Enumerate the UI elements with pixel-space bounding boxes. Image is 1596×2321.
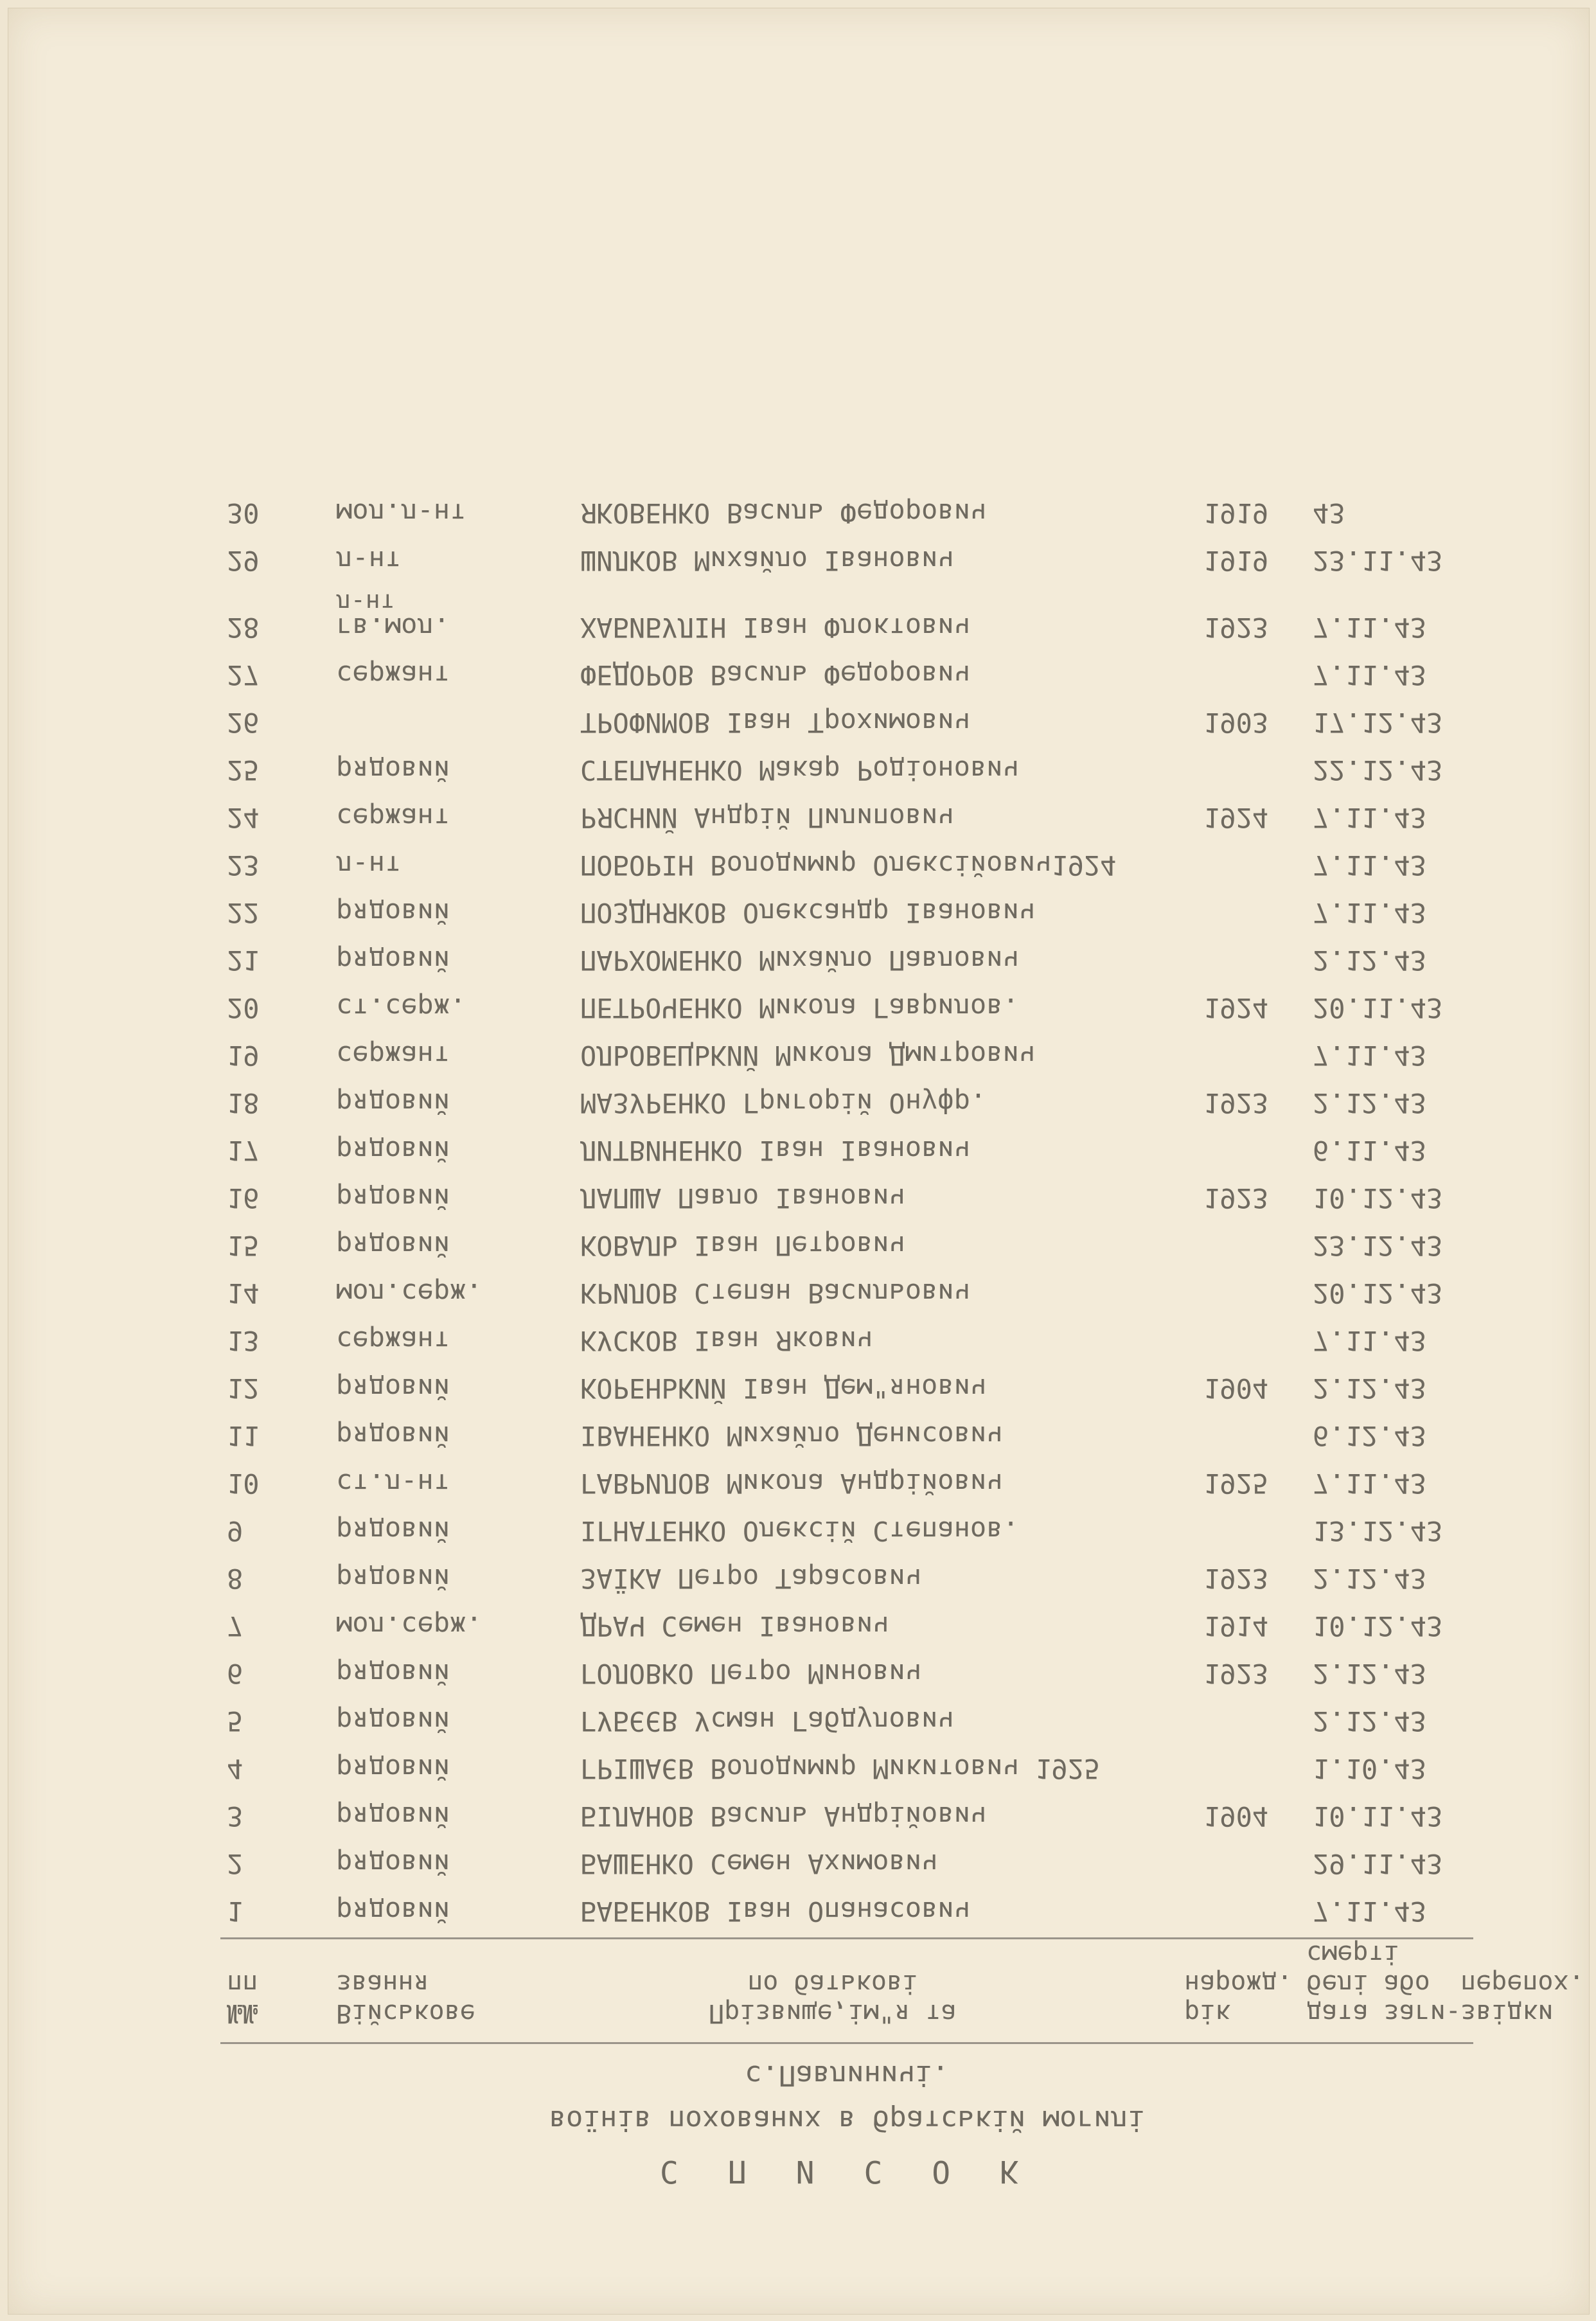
row-name: БАШЕНКО Семен Ахимович (580, 1848, 938, 1880)
row-birth-year: 1923 (1203, 1087, 1269, 1119)
row-death-date: 20.11.43 (1313, 992, 1443, 1024)
row-death-date: 7.11.43 (1313, 659, 1427, 691)
row-rank: сержант (336, 659, 450, 691)
row-name: МАЗУРЕНКО Григорій Онуфр. (580, 1087, 987, 1119)
row-death-date: 7.11.43 (1313, 897, 1427, 929)
row-death-date: 7.11.43 (1313, 849, 1427, 881)
row-number: 4 (227, 1753, 244, 1784)
table-row (220, 1687, 1473, 1737)
village-name: с.Павлиничі. (745, 2059, 949, 2092)
table-row (220, 926, 1473, 974)
row-rank: ст.серж. (336, 992, 466, 1024)
col-rank-header: Військове звання (336, 1969, 475, 2028)
row-rank: рядовий (336, 1087, 450, 1119)
col-name-header: Прізвище,ім"я та по батькові (709, 1969, 957, 2028)
row-number: 10 (227, 1468, 260, 1499)
table-row (220, 1021, 1473, 1069)
col-year-header: рік нарожд. (1184, 1969, 1293, 2028)
row-death-date: 17.12.43 (1313, 707, 1443, 738)
row-name: ХАБИБУЛІН Іван Флоктович (580, 612, 970, 643)
row-name: ПЕТРОЧЕНКО Микола Гаврилов. (580, 992, 1019, 1024)
row-rank: мол.серж. (336, 1277, 483, 1309)
row-death-date: 7.11.43 (1313, 612, 1427, 643)
row-name: ОЛЬОВЕЦЬКИЙ Микола Дмитрович (580, 1040, 1036, 1071)
row-birth-year: 1903 (1203, 707, 1269, 738)
row-birth-year: 1914 (1203, 1610, 1269, 1642)
table-row (220, 1829, 1473, 1880)
row-name: ДРАЧ Семен Іванович (580, 1610, 889, 1642)
table-row (220, 526, 1473, 574)
row-rank: рядовий (336, 1658, 450, 1689)
row-rank: рядовий (336, 1801, 450, 1832)
row-name: КОРЕНЬКИЙ Іван Дем"янович (580, 1373, 987, 1404)
table-row (220, 1544, 1473, 1592)
table-row (220, 1734, 1473, 1782)
row-birth-year: 1924 (1203, 992, 1269, 1024)
row-death-date: 2.12.43 (1313, 945, 1427, 976)
table-row (220, 1877, 1473, 1925)
row-death-date: 2.12.43 (1313, 1087, 1427, 1119)
row-name: ЛАПША Павло Іванович (580, 1182, 905, 1214)
row-number: 12 (227, 1373, 260, 1404)
row-number: 25 (227, 754, 260, 786)
table-row (220, 974, 1473, 1024)
row-death-date: 7.11.43 (1313, 802, 1427, 833)
row-death-date: 23.12.43 (1313, 1230, 1443, 1261)
table-row (220, 831, 1473, 881)
row-number: 5 (227, 1705, 244, 1737)
row-death-date: 1.10.43 (1313, 1753, 1427, 1784)
row-rank: ст.л-нт (336, 1468, 450, 1499)
row-name: ГАВРИЛОВ Микола Андрійович (580, 1468, 1003, 1499)
col-origin-header: звідки перепох. (1460, 1969, 1584, 2028)
table-row (220, 1306, 1473, 1354)
row-number: 13 (227, 1325, 260, 1356)
row-rank: сержант (336, 802, 450, 833)
row-death-date: 2.12.43 (1313, 1373, 1427, 1404)
row-name: БІЛАНОВ Василь Андрійович (580, 1801, 987, 1832)
row-birth-year: 1904 (1203, 1373, 1269, 1404)
row-name: ГОЛОВКО Петро Минович (580, 1658, 922, 1689)
table-row (220, 479, 1473, 529)
row-death-date: 7.11.43 (1313, 1325, 1427, 1356)
row-death-date: 7.11.43 (1313, 1896, 1427, 1927)
row-number: 21 (227, 945, 260, 976)
table-row (220, 1116, 1473, 1164)
row-name: ПОБОРІН Володимир Олексійович1924 (580, 849, 1117, 881)
row-death-date: 2.12.43 (1313, 1705, 1427, 1737)
row-death-date: 7.11.43 (1313, 1040, 1427, 1071)
table-row (220, 783, 1473, 831)
row-death-date: 13.12.43 (1313, 1515, 1443, 1547)
col-date-header: дата заги- белі або смерті (1306, 1939, 1461, 2028)
row-name: ПАРХОМЕНКО Михайло Павлович (580, 945, 1019, 976)
table-row (220, 1639, 1473, 1687)
row-number: 3 (227, 1801, 244, 1832)
row-number: 6 (227, 1658, 244, 1689)
row-rank: рядовий (336, 897, 450, 929)
row-birth-year: 1924 (1203, 802, 1269, 833)
row-name: ПОЗДНЯКОВ Олександр Іванович (580, 897, 1036, 929)
row-rank: рядовий (336, 1230, 450, 1261)
row-birth-year: 1919 (1203, 497, 1269, 529)
table-row (220, 1164, 1473, 1214)
document-sheet (8, 8, 1590, 2315)
table-row (220, 1782, 1473, 1832)
row-number: 9 (227, 1515, 244, 1547)
row-death-date: 29.11.43 (1313, 1848, 1443, 1880)
table-row (220, 688, 1473, 736)
row-rank: рядовий (336, 1753, 450, 1784)
row-number: 1 (227, 1896, 244, 1927)
row-death-date: 7.11.43 (1313, 1468, 1427, 1499)
row-rank: рядовий (336, 1182, 450, 1214)
row-name: ШИЛКОВ Михайло Іванович (580, 545, 954, 576)
row-birth-year: 1923 (1203, 1563, 1269, 1594)
row-number: 17 (227, 1135, 260, 1166)
table-row (220, 1354, 1473, 1404)
document-subtitle: воїнів похованих в братській могилі (549, 2104, 1145, 2137)
row-death-date: 10.11.43 (1313, 1801, 1443, 1832)
row-death-date: 6.11.43 (1313, 1135, 1427, 1166)
table-row (220, 878, 1473, 929)
table-row (220, 1259, 1473, 1309)
row-number: 20 (227, 992, 260, 1024)
table-row (220, 641, 1473, 691)
row-name: ЗАЇКА Петро Тарасович (580, 1563, 922, 1594)
row-name: КОВАЛЬ Іван Петрович (580, 1230, 905, 1261)
row-name: ФЕДОРОВ Василь Федорович (580, 659, 970, 691)
row-rank: рядовий (336, 945, 450, 976)
row-number: 19 (227, 1040, 260, 1071)
row-number: 11 (227, 1420, 260, 1452)
row-name: КРИЛОВ Степан Васильович (580, 1277, 970, 1309)
row-birth-year: 1925 (1203, 1468, 1269, 1499)
row-number: 7 (227, 1610, 244, 1642)
table-row (220, 1211, 1473, 1259)
table-row (220, 1497, 1473, 1547)
row-death-date: 43 (1313, 497, 1345, 529)
row-rank: рядовий (336, 1563, 450, 1594)
row-rank: сержант (336, 1325, 450, 1356)
row-rank-continued: л-нт (336, 589, 395, 617)
row-rank: рядовий (336, 1848, 450, 1880)
row-name: ТРОФИМОВ Іван Трохимович (580, 707, 970, 738)
row-number: 2 (227, 1848, 244, 1880)
table-row (220, 1069, 1473, 1119)
row-number: 22 (227, 897, 260, 929)
row-number: 28 (227, 612, 260, 643)
row-birth-year: 1923 (1203, 612, 1269, 643)
row-number: 30 (227, 497, 260, 529)
row-number: 24 (227, 802, 260, 833)
row-death-date: 10.12.43 (1313, 1182, 1443, 1214)
row-birth-year: 1919 (1203, 545, 1269, 576)
row-name: ГРІШАЄВ Володимир Микитович 1925 (580, 1753, 1101, 1784)
table-header (220, 1937, 1584, 2044)
row-name: ІГНАТЕНКО Олексій Степанов. (580, 1515, 1019, 1547)
document-header (220, 2061, 1473, 2187)
row-name: ГУБЄЄВ Усман Габдулович (580, 1705, 954, 1737)
document-title: С П И С О К (660, 2153, 1034, 2189)
row-rank: рядовий (336, 1515, 450, 1547)
row-name: РЯСНИЙ Андрій Пилипович (580, 802, 954, 833)
row-name: ЯКОВЕНКО Василь Федорович (580, 497, 987, 529)
row-name: СТЕПАНЕНКО Макар Родіонович (580, 754, 1019, 786)
table-row (220, 1401, 1473, 1452)
mirrored-typed-list (220, 452, 1584, 2189)
row-death-date: 20.12.43 (1313, 1277, 1443, 1309)
row-birth-year: 1904 (1203, 1801, 1269, 1832)
row-rank: л-нт (336, 545, 402, 576)
table-row (220, 1449, 1473, 1497)
row-death-date: 2.12.43 (1313, 1658, 1427, 1689)
row-death-date: 10.12.43 (1313, 1610, 1443, 1642)
table-row (220, 1592, 1473, 1642)
row-rank: рядовий (336, 1135, 450, 1166)
col-number-header: №№ пп (227, 1969, 258, 2028)
row-rank: мол.серж. (336, 1610, 483, 1642)
row-number: 15 (227, 1230, 260, 1261)
row-name: ІВАНЕНКО Михайло Денисович (580, 1420, 1003, 1452)
table-row (220, 736, 1473, 786)
row-rank: гв.мол. (336, 612, 450, 643)
row-death-date: 2.12.43 (1313, 1563, 1427, 1594)
row-name: ЛИТВИНЕНКО Іван Іванович (580, 1135, 970, 1166)
row-rank: рядовий (336, 1705, 450, 1737)
table-body (220, 479, 1473, 1925)
row-number: 29 (227, 545, 260, 576)
row-birth-year: 1923 (1203, 1182, 1269, 1214)
row-number: 23 (227, 849, 260, 881)
row-rank: рядовий (336, 1896, 450, 1927)
row-number: 14 (227, 1277, 260, 1309)
row-death-date: 6.12.43 (1313, 1420, 1427, 1452)
row-rank: сержант (336, 1040, 450, 1071)
row-rank: л-нт (336, 849, 402, 881)
row-number: 18 (227, 1087, 260, 1119)
row-rank: мол.л-нт (336, 497, 466, 529)
table-row (220, 574, 1473, 641)
row-number: 8 (227, 1563, 244, 1594)
row-number: 26 (227, 707, 260, 738)
row-number: 27 (227, 659, 260, 691)
row-death-date: 23.11.43 (1313, 545, 1443, 576)
row-rank: рядовий (336, 1420, 450, 1452)
row-rank: рядовий (336, 754, 450, 786)
row-birth-year: 1923 (1203, 1658, 1269, 1689)
row-rank: рядовий (336, 1373, 450, 1404)
row-death-date: 22.12.43 (1313, 754, 1443, 786)
row-name: КУСКОВ Іван Якович (580, 1325, 873, 1356)
row-number: 16 (227, 1182, 260, 1214)
row-name: БАБЕНКОВ Іван Опанасович (580, 1896, 970, 1927)
